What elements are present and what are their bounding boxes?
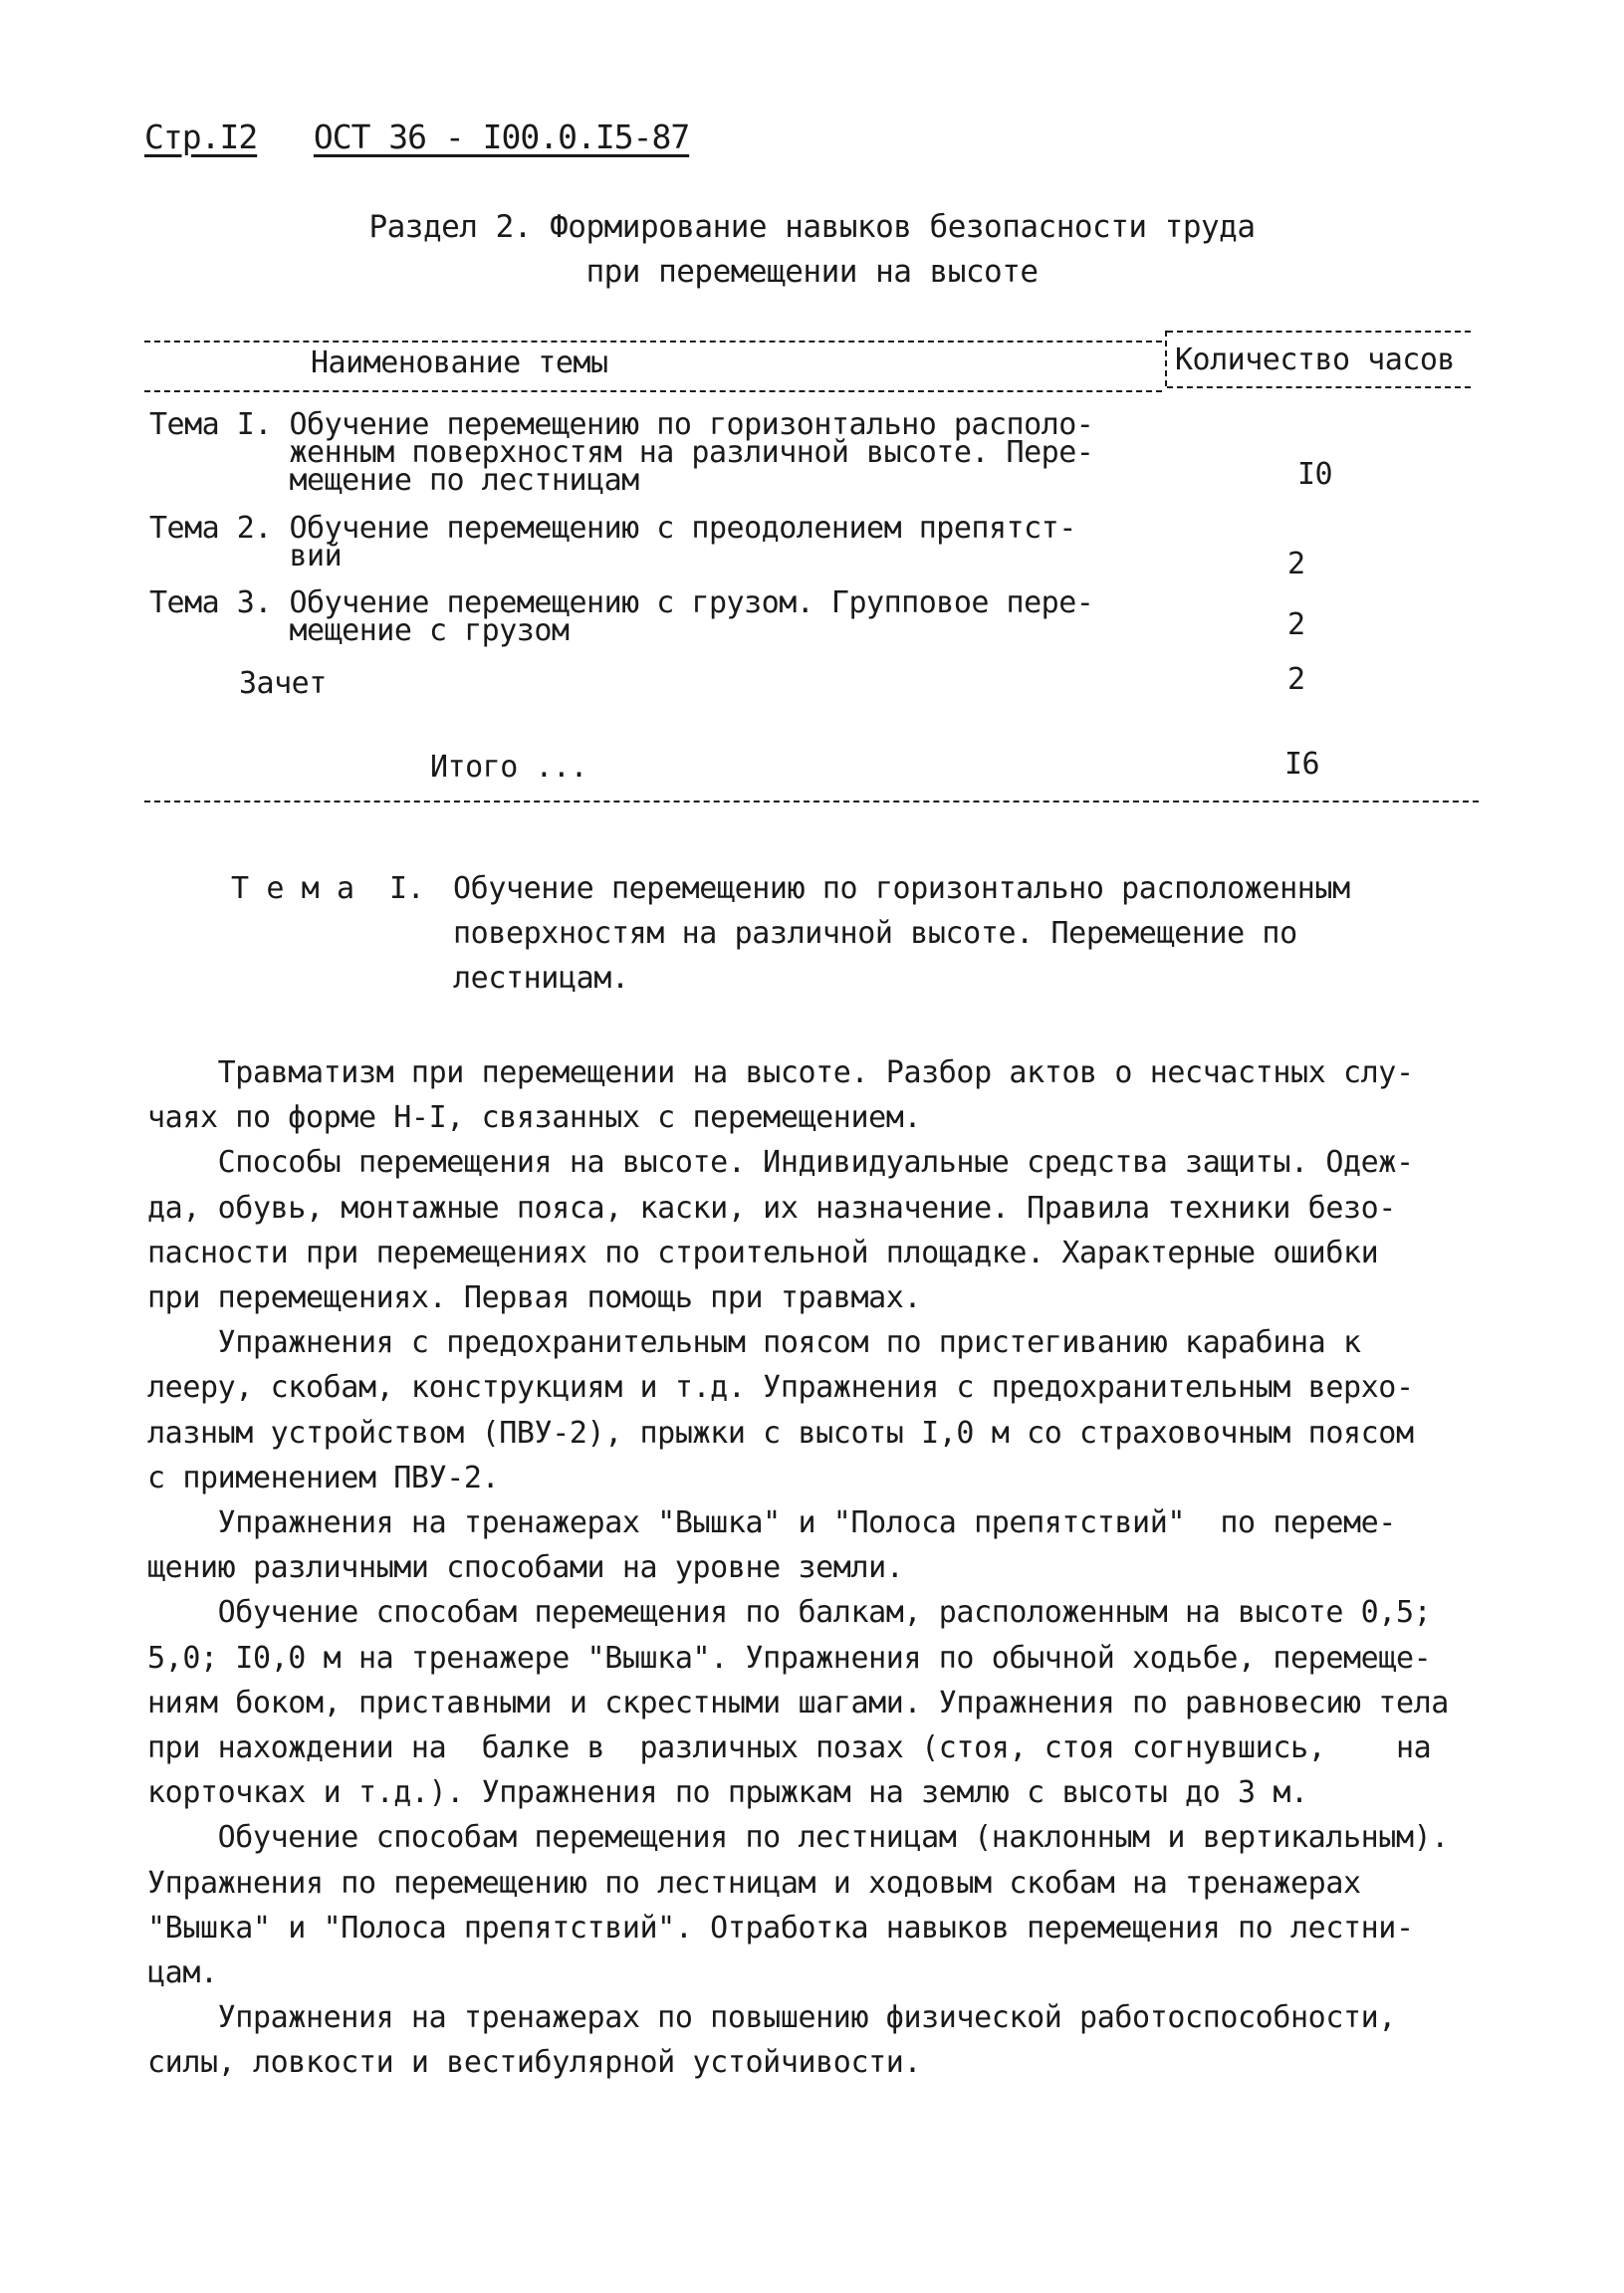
topic-title-line: лестницам. [453,961,629,996]
section-title-line1: Раздел 2. Формирование навыков безопасности труда [368,209,1256,245]
page-number: Стр.I2 [144,117,258,156]
table-row: Зачет [239,666,327,701]
table-column-divider [1165,331,1167,386]
table-row: Тема 2. Обучение перемещению с преодолением препятст- вий [149,511,1076,573]
column-header-name: Наименование темы [311,345,608,380]
section-title-line2: при перемещении на высоте [585,254,1039,290]
table-row: Тема 3. Обучение перемещению с грузом. Групповое пере- мещение с грузом [149,585,1094,648]
topic-body: Травматизм при перемещении на высоте. Разбор актов о несчастных слу- чаях по форме Н-I, связанных с перемещением. Способы перемещения на высоте. Индивидуальные средства защиты. Одеж- да, обувь, монтажные пояса, каски, их назначение. Правила техники безо- пасности при перемещениях по строительной площадке. Характерные ошибки при перемещениях. Первая помощь при травмах. Упражнения с предохранительным поясом по пристегиванию карабина к лееру, скобам, конструкциям и т.д. Упражнения с предохранительным верхо- лазным устройством (ПВУ-2), прыжки с высоты I,0 м со страховочным поясом с применением ПВУ-2. Упражнения на тренажерах "Вышка" и "Полоса препятствий" по переме- щению различными способами на уровне земли. Обучение способам перемещения по балкам, расположенным на высоте 0,5; 5,0; I0,0 м на тренажере "Вышка". Упражнения по обычной ходьбе, перемеще- ниям боком, приставными и скрестными шагами. Упражнения по равновесию тела при нахождении на балке в различных позах (стоя, стоя согнувшись, на корточках и т.д.). Упражнения по прыжкам на землю с высоты до 3 м. Обучение способам перемещения по лестницам (наклонным и вертикальным). Упражнения по перемещению по лестницам и ходовым скобам на тренажерах "Вышка" и "Полоса препятствий". Отработка навыков перемещения по лестни- цам. Упражнения на тренажерах по повышению физической работоспособности, силы, ловкости и вестибулярной устойчивости. [147,1055,1449,2081]
topic-title-line: поверхностям на различной высоте. Перемещение по [453,916,1297,951]
table-header-rule [144,390,1162,392]
row-hours: 2 [1287,547,1305,581]
total-label: Итого ... [430,750,588,785]
topic-title-line: Обучение перемещению по горизонтально расположенным [453,871,1350,906]
row-hours: 2 [1287,607,1305,642]
row-hours: I0 [1297,457,1333,492]
total-hours: I6 [1284,747,1320,782]
table-row: Тема I. Обучение перемещению по горизонтально располо- женным поверхностям на различной высоте. Пере- мещение по лестницам [149,407,1094,498]
table-top-rule [144,341,1162,343]
topic-label: Т е м а I. [231,871,425,906]
table-top-rule-hours [1167,331,1471,333]
page-header [144,117,689,156]
table-bottom-rule [144,801,1479,803]
row-hours: 2 [1287,662,1305,697]
standard-number: ОСТ 36 - I00.0.I5-87 [313,117,690,156]
column-header-hours: Количество часов [1175,343,1455,377]
table-header-rule-hours [1167,386,1471,388]
